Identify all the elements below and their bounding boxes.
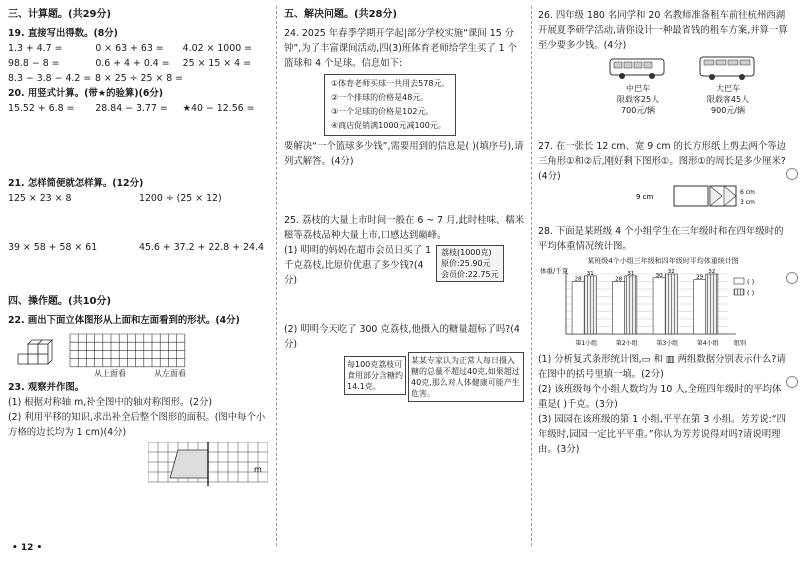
legend-label: ( ) — [747, 289, 755, 297]
top-view-label: 从上面看 — [94, 369, 126, 378]
bar — [625, 276, 637, 334]
q28-part1: (1) 分析复式条形统计图,▭ 和 ▥ 两组数据分别表示什么?请在图中的括号里填一填。(2分) — [538, 354, 786, 380]
q23-part2: (2) 利用平移的知识,求出补全后整个图形的面积。(图中每个小方格的边长均为 1 cm)(4分) — [8, 412, 266, 438]
bar — [653, 278, 665, 334]
info-item: ③一个足球的价格是102元。 — [331, 107, 434, 116]
section-4-title: 四、操作题。(共10分) — [8, 296, 112, 307]
cube-stack-figure — [16, 332, 56, 372]
category-label: 第4小组 — [696, 340, 719, 347]
bar — [613, 282, 625, 335]
axis-m-label: m — [254, 465, 262, 474]
q21-title: 21. 怎样简便就怎样算。(12分) — [8, 178, 144, 189]
info-item: ①体育老师买球一共用去578元。 — [331, 79, 450, 88]
column-left — [8, 8, 270, 490]
q21-row — [8, 191, 270, 206]
q23-part1: (1) 根据对称轴 m,补全图中的轴对称图形。(2分) — [8, 397, 213, 408]
x-axis-label: 组别 — [734, 340, 747, 347]
q21-item: 45.6 + 37.2 + 22.8 + 24.4 — [139, 242, 264, 253]
bar-value-label: 30 — [655, 272, 663, 279]
height-label-1: 6 cm — [740, 189, 755, 196]
drawing-grid — [68, 332, 188, 372]
left-view-label: 从左面看 — [154, 369, 186, 378]
q22-title: 22. 画出下面立体图形从上面和左面看到的形状。(4分) — [8, 315, 240, 326]
legend-label: ( ) — [747, 278, 755, 286]
price-tag — [436, 245, 504, 282]
q26-text: 26. 四年级 180 名同学和 20 名教师准备租车前往杭州西湖开展夏季研学活动,请你设计一种最省钱的租车方案,并算一算至少要多少钱。(4分) — [538, 10, 788, 51]
minibus-price: 700元/辆 — [621, 106, 655, 115]
column-middle — [284, 8, 526, 404]
q21-item: 39 × 58 + 58 × 61 — [8, 242, 98, 253]
q19-rows — [8, 41, 270, 86]
q27-text: 27. 在一张长 12 cm、宽 9 cm 的长方形纸上剪去两个等边三角形①和②后,刚好剩下图形①。图形①的周长是多少厘米?(4分) — [538, 141, 787, 182]
minibus-name: 中巴车 — [626, 84, 650, 93]
q19-item: 8.3 − 3.8 − 4.2 = — [8, 73, 92, 84]
bar — [694, 280, 706, 334]
q25-part1-wrap — [284, 243, 526, 288]
bar-value-label: 32 — [667, 269, 675, 275]
q25-text: 25. 荔枝的大量上市时间一般在 6 ~ 7 月,此时桂味、糯米糍等荔枝品种大量上市,口感达到巅峰。 — [284, 215, 525, 241]
note-sugar: 每100克荔枝可食用部分含糖约14.1克。 — [344, 356, 406, 395]
symmetry-grid — [148, 442, 268, 486]
q19-title: 19. 直接写出得数。(8分) — [8, 28, 118, 39]
binding-hole — [786, 168, 798, 180]
q19-row — [8, 56, 270, 71]
column-divider — [276, 6, 277, 546]
q19-item: 1.3 + 4.7 = — [8, 43, 63, 54]
bar — [572, 282, 584, 335]
bar-value-label: 28 — [574, 276, 582, 283]
minibus-capacity: 限载客25人 — [616, 95, 660, 104]
bar-value-label: 29 — [696, 274, 704, 281]
q23-title: 23. 观察并作图。 — [8, 382, 85, 393]
q25-notes — [284, 352, 526, 404]
q25-part2: (2) 明明今天吃了 300 克荔枝,他摄入的糖量超标了吗?(4分) — [284, 324, 520, 350]
category-label: 第1小组 — [575, 340, 598, 347]
chart-title: 某班级4个小组三年级和四年级时平均体重统计图 — [587, 257, 739, 265]
q21-row — [8, 240, 270, 255]
section-3-title: 三、计算题。(共29分) — [8, 9, 112, 20]
page-number: • 12 • — [12, 543, 43, 553]
bar-value-label: 31 — [627, 270, 635, 277]
minibus-icon — [608, 55, 668, 81]
bar-value-label: 32 — [708, 269, 716, 275]
q19-item: 0.6 + 4 + 0.4 = — [95, 58, 170, 69]
coach-capacity: 限载客45人 — [706, 95, 750, 104]
q22-figures — [8, 328, 270, 380]
category-label: 第3小组 — [656, 340, 679, 347]
q19-item — [183, 71, 270, 86]
bar-value-label: 28 — [615, 276, 623, 283]
q24-info-box — [324, 74, 456, 136]
bar — [584, 276, 596, 334]
binding-hole — [786, 272, 798, 284]
section-5-title: 五、解决问题。(共28分) — [284, 9, 398, 20]
price-tag-line: 会员价:22.75元 — [441, 270, 499, 279]
q19-item: 0 × 63 + 63 = — [95, 43, 164, 54]
q21-item: 125 × 23 × 8 — [8, 193, 72, 204]
height-label-2: 3 cm — [740, 199, 755, 206]
note-expert: 某某专家认为正常人每日摄入糖的总量不超过40克,如果超过40克,那么对人体健康可能产生危害。 — [408, 352, 524, 402]
coach-bus-icon — [698, 55, 758, 81]
q28-part2: (2) 该班级每个小组人数均为 10 人,全班四年级时的平均体重是( )千克。(3分) — [538, 384, 782, 410]
q21-item: 1200 ÷ (25 × 12) — [139, 193, 222, 204]
price-tag-line: 原价:25.90元 — [441, 259, 491, 268]
q25-part1: (1) 明明的妈妈在超市会员日买了 1 千克荔枝,比原价优惠了多少钱?(4分) — [284, 245, 432, 286]
coach-info — [704, 83, 752, 116]
q19-row — [8, 41, 270, 56]
legend-swatch — [734, 278, 744, 284]
info-item: ④商店促销满1000元减100元。 — [331, 121, 446, 130]
q26-buses — [538, 53, 788, 113]
q28-part3: (3) 园园在该班级的第 1 小组,平平在第 3 小组。芳芳说:“四年级时,园园一定比平平重。”你认为芳芳说得对吗?请说明理由。(3分) — [538, 414, 786, 455]
q20-title: 20. 用竖式计算。(带★的验算)(6分) — [8, 88, 164, 99]
column-right — [538, 8, 788, 457]
bar — [665, 274, 677, 334]
coach-price: 900元/辆 — [711, 106, 745, 115]
q20-item: ★40 − 12.56 = — [182, 103, 255, 114]
price-tag-line: 荔枝(1000克) — [441, 248, 492, 257]
q19-item: 25 × 15 × 4 = — [182, 58, 251, 69]
q19-item: 4.02 × 1000 = — [182, 43, 253, 54]
q20-items — [8, 101, 270, 116]
width-label: 9 cm — [636, 193, 654, 201]
minibus-info — [614, 83, 662, 116]
q19-item: 98.8 − 8 = — [8, 58, 60, 69]
info-item: ②一个排球的价格是48元。 — [331, 93, 429, 102]
bar-chart — [538, 266, 788, 348]
y-axis-label: 体重/千克 — [540, 267, 569, 275]
bar — [706, 274, 718, 334]
q19-item: 8 × 25 ÷ 25 × 8 = — [94, 73, 184, 84]
category-label: 第2小组 — [615, 340, 638, 347]
q20-item: 28.84 − 3.77 = — [95, 103, 168, 114]
column-divider — [531, 6, 532, 546]
q24-question: 要解决“一个篮球多少钱”,需要用到的信息是( )(填序号),请列式解答。(4分) — [284, 141, 524, 167]
legend-swatch — [734, 289, 744, 295]
q24-text: 24. 2025 年春季学期开学起|部分学校实施“课间 15 分钟”,为了丰富课间活动,四(3)班体育老师给学生买了 1 个篮球和 4 个足球。信息如下: — [284, 28, 517, 69]
binding-hole — [786, 376, 798, 388]
q19-row — [8, 71, 270, 86]
q20-item: 15.52 + 6.8 = — [8, 103, 75, 114]
q27-figure — [634, 184, 764, 210]
q28-text: 28. 下面是某班级 4 个小组学生在三年级时和在四年级时的平均体重情况统计图。 — [538, 226, 784, 252]
bar-value-label: 31 — [586, 270, 594, 277]
coach-name: 大巴车 — [716, 84, 740, 93]
